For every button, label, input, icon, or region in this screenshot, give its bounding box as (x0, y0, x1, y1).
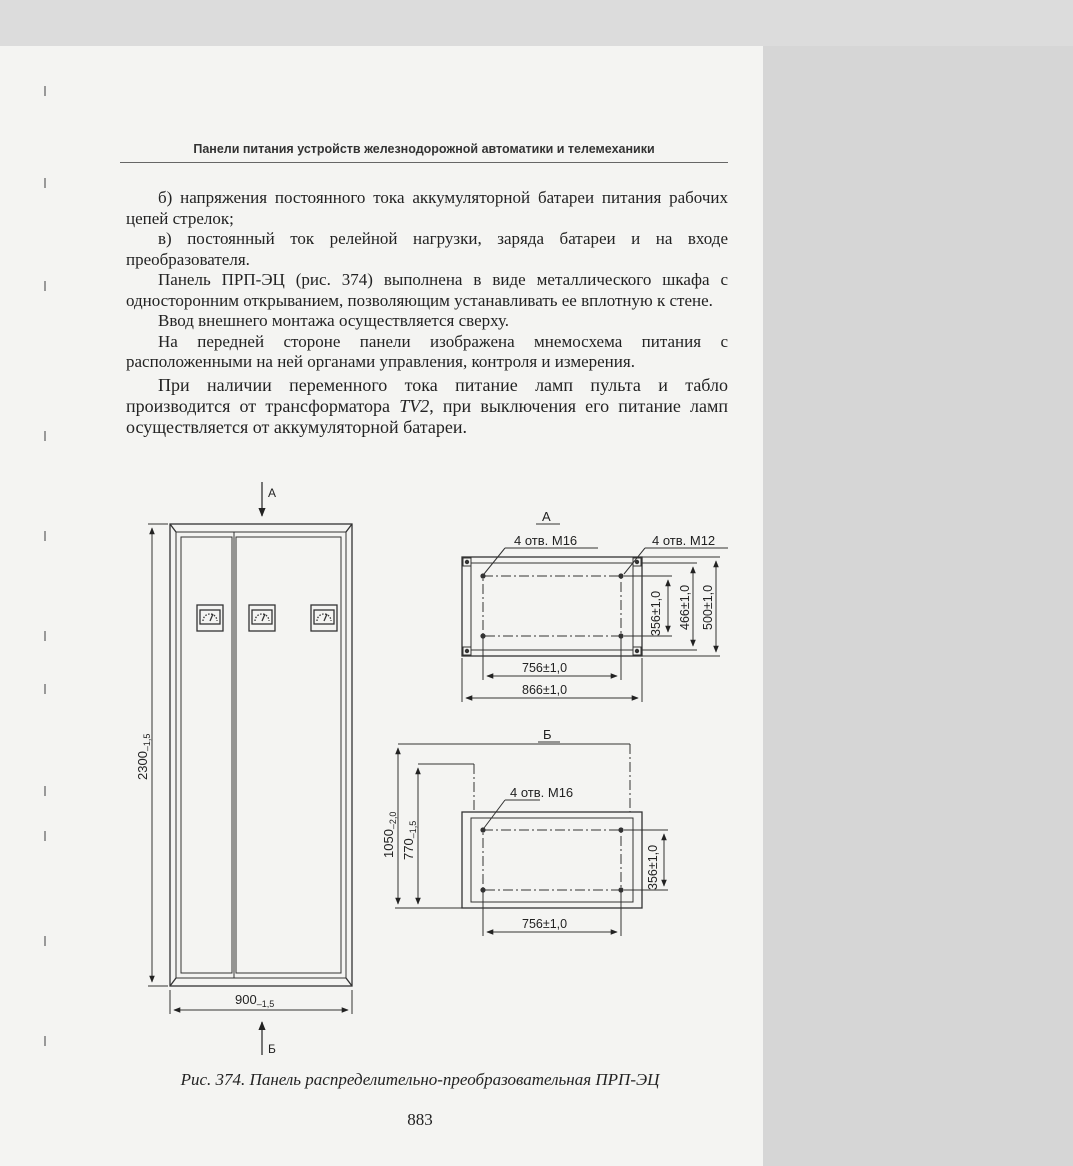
paragraph-front: На передней стороне панели изображена мнемосхема питания с расположенными на ней органами управления, контроля и измерения. (126, 331, 728, 371)
view-b-holes-m16: 4 отв. М16 (510, 785, 574, 800)
running-header: Панели питания устройств железнодорожной автоматики и телемеханики (193, 142, 655, 156)
meter-icon (249, 605, 275, 631)
view-b-title: Б (543, 727, 552, 742)
view-a-outline (462, 557, 642, 656)
view-a-title: А (542, 509, 551, 524)
paragraph-lamps: При наличии переменного тока питание ламп пульта и табло производится от трансформатора TV2, при выключения его питание ламп осуществляется от аккумуляторной батареи. (126, 374, 728, 437)
view-b-hole-pattern (483, 830, 621, 890)
cabinet-outline (170, 524, 352, 986)
paragraph-panel: Панель ПРП-ЭЦ (рис. 374) выполнена в виде металлического шкафа с односторонним открыванием, позволяющим устанавливать ее вплотную к стене. (126, 270, 728, 310)
paragraph-v: в) постоянный ток релейной нагрузки, заряда батареи и на входе преобразователя. (126, 229, 728, 269)
label-770: $770_{-1,5}$ (401, 820, 418, 860)
view-b (395, 742, 668, 936)
meter-icon (197, 605, 223, 631)
label-866: 866±1,0 (522, 683, 568, 697)
meter-icon (311, 605, 337, 631)
figure-caption: Рис. 374. Панель распределительно-преобразовательная ПРП-ЭЦ (180, 1070, 660, 1089)
label-500: 500±1,0 (701, 584, 715, 630)
door-right (236, 537, 341, 973)
label-b-356: 356±1,0 (646, 844, 660, 890)
label-356: 356±1,0 (649, 590, 663, 636)
label-466: 466±1,0 (678, 584, 692, 630)
paragraph-b: б) напряжения постоянного тока аккумуляторной батареи питания рабочих цепей стрелок; (126, 188, 728, 228)
view-a-hole-pattern (483, 576, 621, 636)
label-1050: $1050_{-2,0}$ (381, 811, 398, 858)
view-b-outline (462, 812, 642, 908)
label-b-756: 756±1,0 (522, 917, 568, 931)
cabinet-frame (176, 532, 346, 978)
dim-width-label: $900_{-1,5}$ (235, 992, 275, 1009)
label-756: 756±1,0 (522, 661, 568, 675)
view-a-holes-m16: 4 отв. М16 (514, 533, 578, 548)
door-left (181, 537, 232, 973)
front-view (148, 482, 352, 1055)
view-a-holes-m12: 4 отв. М12 (652, 533, 716, 548)
tv2-label: TV2 (399, 395, 430, 416)
label-arrow-b: Б (268, 1042, 276, 1056)
dim-height-label: $2300_{-1,5}$ (135, 733, 152, 780)
label-arrow-a: А (268, 486, 277, 500)
page-number: 883 (407, 1110, 433, 1129)
paragraph-input: Ввод внешнего монтажа осуществляется сверху. (158, 311, 510, 330)
